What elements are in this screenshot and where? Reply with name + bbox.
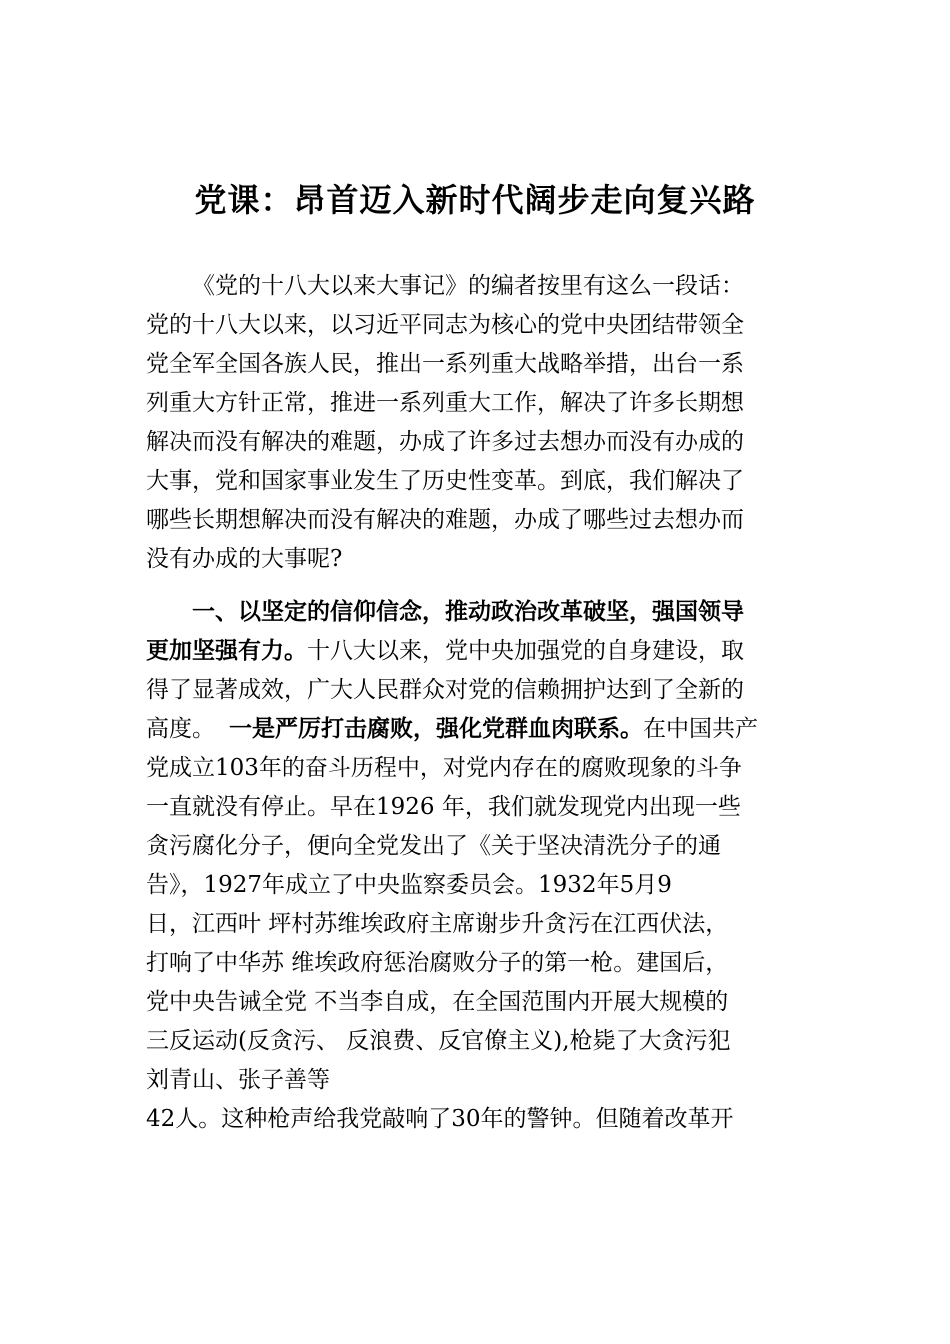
paragraph-line: 党中央告诫全党 不当李自成，在全国范围内开展大规模的 <box>146 989 729 1015</box>
paragraph-line: 得了显著成效，广大人民群众对党的信赖拥护达到了全新的 <box>146 677 744 703</box>
paragraph-line: 党的十八大以来，以习近平同志为核心的党中央团结带领全 <box>146 312 744 338</box>
paragraph-line <box>146 711 758 747</box>
paragraph-line: 党成立103年的奋斗历程中，对党内存在的腐败现象的斗争 <box>146 755 742 781</box>
paragraph-line: 42人。这种枪声给我党敲响了30年的警钟。但随着改革开 <box>146 1106 734 1132</box>
section-heading: 一、以坚定的信仰信念，推动政治改革破坚，强国领导 <box>192 599 744 625</box>
paragraph-line: 解决而没有解决的难题，办成了许多过去想办而没有办成的 <box>146 429 744 455</box>
paragraph-line: 列重大方针正常，推进一系列重大工作，解决了许多长期想 <box>146 390 744 416</box>
paragraph-line: 告》，1927年成立了中央监察委员会。1932年5月9 <box>146 872 672 898</box>
paragraph-line: 没有办成的大事呢? <box>146 546 343 572</box>
paragraph-line: 日，江西叶 坪村苏维埃政府主席谢步升贪污在江西伏法， <box>146 911 729 937</box>
paragraph-line: 贪污腐化分子，便向全党发出了《关于坚决清洗分子的通 <box>146 833 721 859</box>
paragraph-text: 在中国共产 <box>643 716 758 742</box>
paragraph-line: 《党的十八大以来大事记》的编者按里有这么一段话： <box>192 273 744 299</box>
paragraph-line: 一直就没有停止。早在1926 年，我们就发现党内出现一些 <box>146 794 741 820</box>
subheading: 一是严厉打击腐败，强化党群血肉联系。 <box>229 716 643 742</box>
paragraph-text: 十八大以来，党中央加强党的自身建设，取 <box>307 638 744 664</box>
paragraph-line: 党全军全国各族人民，推出一系列重大战略举措，出台一系 <box>146 351 744 377</box>
document-title: 党课：昂首迈入新时代阔步走向复兴路 <box>194 181 756 219</box>
paragraph-line: 哪些长期想解决而没有解决的难题，办成了哪些过去想办而 <box>146 507 744 533</box>
section-heading-end: 更加坚强有力。 <box>146 638 307 664</box>
paragraph-line: 大事，党和国家事业发生了历史性变革。到底，我们解决了 <box>146 468 744 494</box>
paragraph-line: 刘青山、张子善等 <box>146 1067 330 1093</box>
paragraph-line <box>146 633 744 669</box>
paragraph-line: 打响了中华苏 维埃政府惩治腐败分子的第一枪。建国后， <box>146 950 729 976</box>
paragraph-text: 高度。 <box>146 716 215 742</box>
paragraph-line: 三反运动(反贪污、 反浪费、反官僚主义),枪毙了大贪污犯 <box>146 1028 731 1054</box>
